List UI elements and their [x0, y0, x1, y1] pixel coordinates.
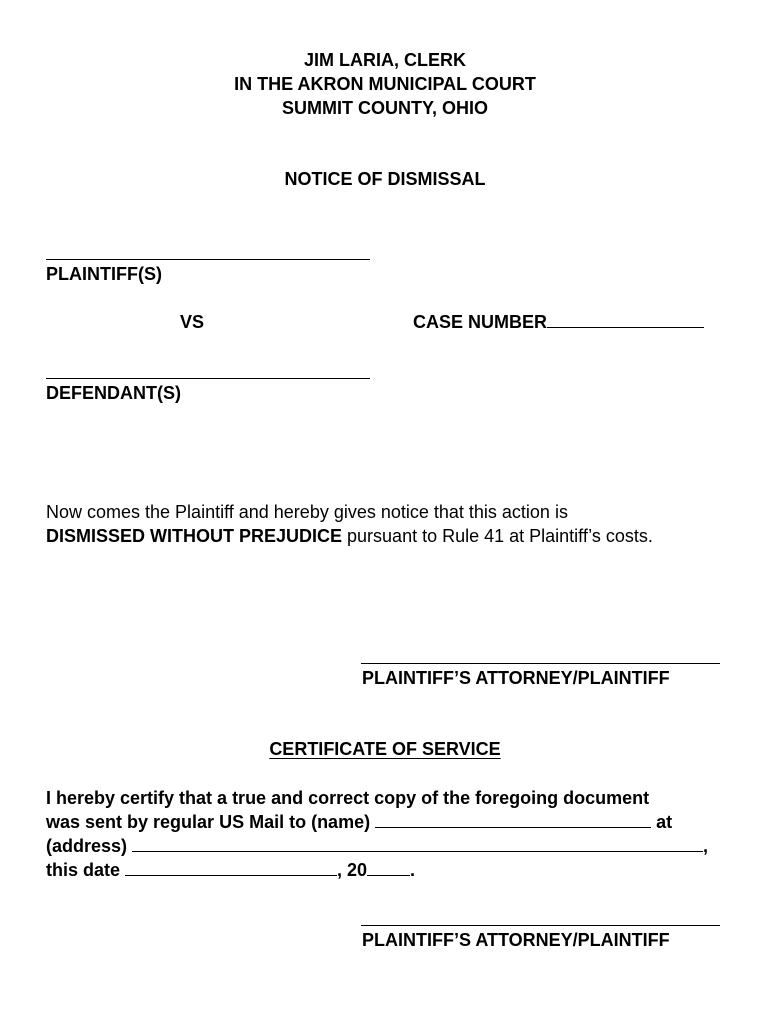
certificate-line2 [46, 810, 672, 834]
address-blank [132, 834, 703, 852]
certificate-signature-label: PLAINTIFF’S ATTORNEY/PLAINTIFF [362, 930, 670, 950]
certificate-line4-suffix: . [410, 860, 416, 880]
case-number-field [413, 310, 704, 334]
court-name: IN THE AKRON MUNICIPAL COURT [234, 74, 536, 94]
case-number-label: CASE NUMBER [413, 312, 548, 332]
certificate-line4-prefix: this date [46, 860, 126, 880]
year-blank [367, 858, 410, 876]
attorney-signature-line [361, 663, 720, 664]
certificate-signature-line [361, 925, 720, 926]
certificate-title: CERTIFICATE OF SERVICE [269, 739, 501, 759]
clerk-name: JIM LARIA, CLERK [304, 50, 466, 70]
notice-body-line2 [46, 524, 653, 548]
certificate-line4 [46, 858, 415, 882]
certificate-line3-suffix: , [703, 836, 709, 856]
plaintiff-signature-line [46, 259, 370, 260]
certificate-line2-prefix: was sent by regular US Mail to (name) [46, 812, 376, 832]
certificate-line3-prefix: (address) [46, 836, 133, 856]
certificate-line2-suffix: at [651, 812, 673, 832]
defendant-signature-line [46, 378, 370, 379]
plaintiff-label: PLAINTIFF(S) [46, 264, 162, 284]
notice-body-line2-rest: pursuant to Rule 41 at Plaintiff’s costs. [342, 526, 653, 546]
certificate-line3 [46, 834, 708, 858]
notice-body-line1: Now comes the Plaintiff and hereby gives notice that this action is [46, 502, 568, 522]
defendant-label: DEFENDANT(S) [46, 383, 181, 403]
certificate-line4-mid: , 20 [337, 860, 368, 880]
attorney-signature-label: PLAINTIFF’S ATTORNEY/PLAINTIFF [362, 668, 670, 688]
vs-label: VS [180, 312, 205, 332]
certificate-line1: I hereby certify that a true and correct copy of the foregoing document [46, 788, 650, 808]
date-blank [125, 858, 337, 876]
case-number-blank [547, 310, 704, 328]
dismissed-without-prejudice: DISMISSED WITHOUT PREJUDICE [46, 526, 343, 546]
document-title: NOTICE OF DISMISSAL [284, 169, 486, 189]
name-blank [375, 810, 651, 828]
county-name: SUMMIT COUNTY, OHIO [282, 98, 488, 118]
